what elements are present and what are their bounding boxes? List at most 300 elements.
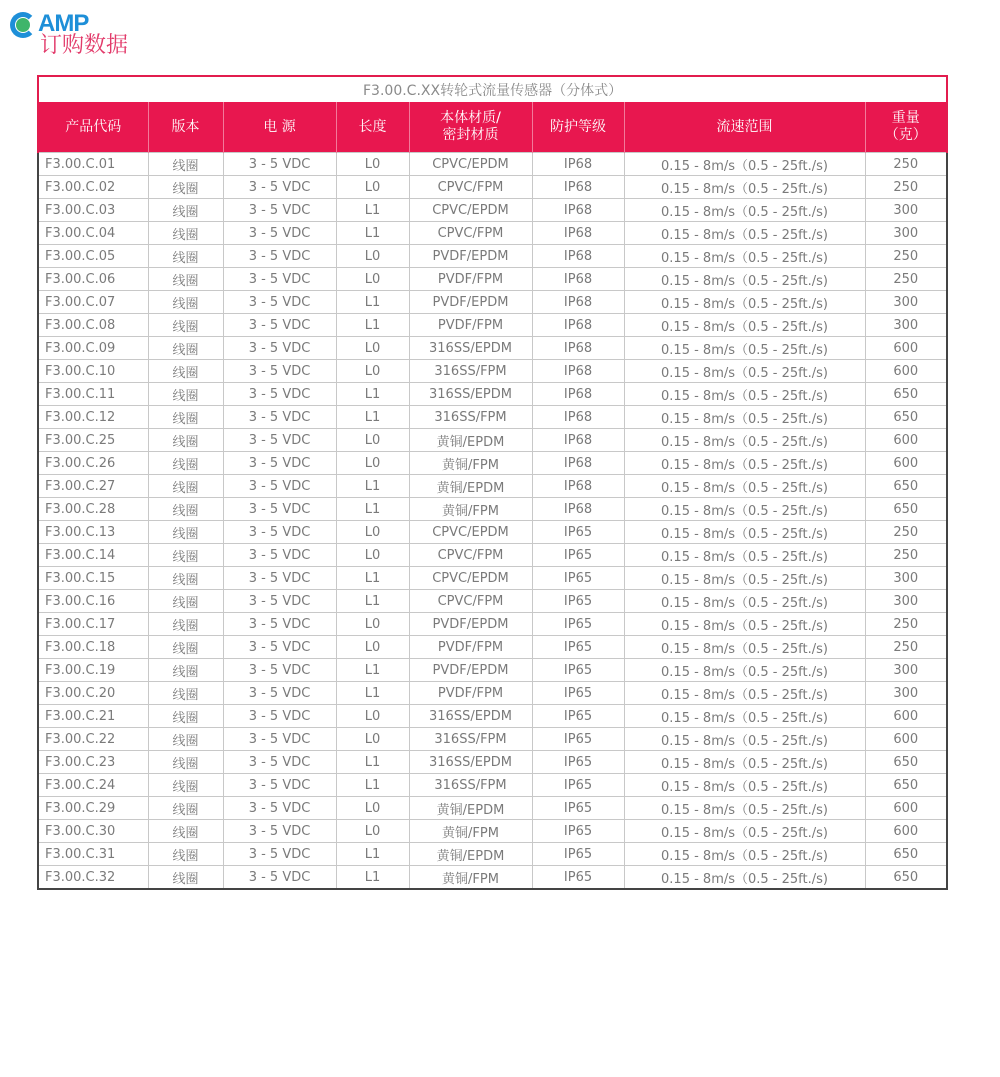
header-material [409,102,532,153]
cell-flow-range: 0.15 - 8m/s（0.5 - 25ft./s) [624,613,865,636]
cell-product-code: F3.00.C.09 [38,337,148,360]
cell-material: CPVC/FPM [409,176,532,199]
cell-length: L1 [336,199,409,222]
cell-material: CPVC/EPDM [409,153,532,176]
cell-protection: IP68 [532,176,624,199]
cell-material: PVDF/FPM [409,314,532,337]
cell-power: 3 - 5 VDC [223,199,336,222]
table-row [38,337,947,360]
cell-product-code: F3.00.C.24 [38,774,148,797]
cell-version: 线圈 [148,797,223,820]
cell-power: 3 - 5 VDC [223,429,336,452]
cell-product-code: F3.00.C.27 [38,475,148,498]
cell-version: 线圈 [148,751,223,774]
cell-power: 3 - 5 VDC [223,291,336,314]
cell-length: L0 [336,245,409,268]
table-row [38,429,947,452]
table-row [38,659,947,682]
cell-product-code: F3.00.C.22 [38,728,148,751]
cell-power: 3 - 5 VDC [223,774,336,797]
cell-weight: 650 [865,498,947,521]
cell-version: 线圈 [148,659,223,682]
cell-material: CPVC/FPM [409,590,532,613]
cell-flow-range: 0.15 - 8m/s（0.5 - 25ft./s) [624,521,865,544]
cell-power: 3 - 5 VDC [223,544,336,567]
cell-flow-range: 0.15 - 8m/s（0.5 - 25ft./s) [624,636,865,659]
cell-material: 黄铜/FPM [409,498,532,521]
cell-power: 3 - 5 VDC [223,636,336,659]
cell-protection: IP68 [532,360,624,383]
cell-length: L1 [336,866,409,890]
cell-power: 3 - 5 VDC [223,705,336,728]
cell-length: L1 [336,406,409,429]
cell-protection: IP65 [532,521,624,544]
cell-version: 线圈 [148,360,223,383]
table-row [38,820,947,843]
cell-length: L1 [336,222,409,245]
cell-power: 3 - 5 VDC [223,383,336,406]
cell-protection: IP65 [532,797,624,820]
cell-protection: IP68 [532,245,624,268]
header-flow-range: 流速范围 [624,102,865,153]
cell-version: 线圈 [148,314,223,337]
cell-version: 线圈 [148,406,223,429]
cell-weight: 300 [865,659,947,682]
cell-power: 3 - 5 VDC [223,452,336,475]
cell-length: L0 [336,176,409,199]
table-row [38,682,947,705]
cell-flow-range: 0.15 - 8m/s（0.5 - 25ft./s) [624,820,865,843]
cell-power: 3 - 5 VDC [223,820,336,843]
cell-product-code: F3.00.C.06 [38,268,148,291]
cell-power: 3 - 5 VDC [223,521,336,544]
cell-version: 线圈 [148,176,223,199]
cell-weight: 300 [865,199,947,222]
cell-product-code: F3.00.C.29 [38,797,148,820]
cell-flow-range: 0.15 - 8m/s（0.5 - 25ft./s) [624,498,865,521]
cell-power: 3 - 5 VDC [223,498,336,521]
cell-material: PVDF/EPDM [409,291,532,314]
cell-weight: 250 [865,176,947,199]
cell-product-code: F3.00.C.23 [38,751,148,774]
table-row [38,199,947,222]
cell-material: 316SS/FPM [409,728,532,751]
cell-length: L0 [336,337,409,360]
cell-protection: IP65 [532,866,624,890]
cell-power: 3 - 5 VDC [223,751,336,774]
cell-product-code: F3.00.C.28 [38,498,148,521]
cell-material: 316SS/EPDM [409,705,532,728]
cell-power: 3 - 5 VDC [223,153,336,176]
cell-protection: IP65 [532,567,624,590]
cell-product-code: F3.00.C.05 [38,245,148,268]
cell-version: 线圈 [148,820,223,843]
cell-protection: IP65 [532,544,624,567]
cell-version: 线圈 [148,222,223,245]
cell-flow-range: 0.15 - 8m/s（0.5 - 25ft./s) [624,682,865,705]
cell-length: L0 [336,797,409,820]
cell-flow-range: 0.15 - 8m/s（0.5 - 25ft./s) [624,797,865,820]
cell-length: L1 [336,751,409,774]
cell-power: 3 - 5 VDC [223,406,336,429]
cell-flow-range: 0.15 - 8m/s（0.5 - 25ft./s) [624,429,865,452]
cell-product-code: F3.00.C.11 [38,383,148,406]
cell-protection: IP68 [532,199,624,222]
header-weight-line2: （克） [884,127,927,143]
cell-power: 3 - 5 VDC [223,659,336,682]
cell-version: 线圈 [148,774,223,797]
table-row [38,314,947,337]
cell-material: 黄铜/EPDM [409,843,532,866]
table-row [38,797,947,820]
cell-material: 黄铜/EPDM [409,797,532,820]
cell-protection: IP65 [532,705,624,728]
table-row [38,153,947,176]
cell-product-code: F3.00.C.19 [38,659,148,682]
cell-length: L0 [336,360,409,383]
cell-material: CPVC/FPM [409,222,532,245]
cell-protection: IP68 [532,429,624,452]
cell-material: PVDF/EPDM [409,613,532,636]
cell-flow-range: 0.15 - 8m/s（0.5 - 25ft./s) [624,567,865,590]
cell-protection: IP65 [532,682,624,705]
cell-weight: 650 [865,406,947,429]
cell-material: PVDF/FPM [409,268,532,291]
cell-protection: IP68 [532,268,624,291]
cell-power: 3 - 5 VDC [223,843,336,866]
cell-protection: IP65 [532,843,624,866]
cell-material: 黄铜/FPM [409,820,532,843]
cell-power: 3 - 5 VDC [223,567,336,590]
cell-material: 316SS/EPDM [409,337,532,360]
cell-material: 黄铜/EPDM [409,429,532,452]
cell-weight: 300 [865,222,947,245]
logo [6,6,156,56]
cell-length: L1 [336,498,409,521]
cell-weight: 250 [865,245,947,268]
cell-protection: IP65 [532,751,624,774]
cell-length: L1 [336,314,409,337]
cell-material: PVDF/FPM [409,636,532,659]
header-material-line1: 本体材质/ [440,110,501,126]
header-weight [865,102,947,153]
cell-protection: IP65 [532,613,624,636]
cell-length: L1 [336,383,409,406]
cell-version: 线圈 [148,590,223,613]
table-row [38,291,947,314]
cell-protection: IP65 [532,774,624,797]
cell-flow-range: 0.15 - 8m/s（0.5 - 25ft./s) [624,360,865,383]
cell-version: 线圈 [148,521,223,544]
cell-flow-range: 0.15 - 8m/s（0.5 - 25ft./s) [624,176,865,199]
cell-material: 316SS/EPDM [409,383,532,406]
cell-version: 线圈 [148,383,223,406]
cell-version: 线圈 [148,199,223,222]
cell-weight: 300 [865,567,947,590]
cell-weight: 300 [865,590,947,613]
cell-power: 3 - 5 VDC [223,682,336,705]
cell-product-code: F3.00.C.30 [38,820,148,843]
cell-version: 线圈 [148,705,223,728]
cell-length: L0 [336,613,409,636]
cell-protection: IP65 [532,636,624,659]
cell-length: L0 [336,521,409,544]
cell-protection: IP68 [532,291,624,314]
table-row [38,268,947,291]
cell-material: 316SS/FPM [409,774,532,797]
cell-version: 线圈 [148,567,223,590]
table-body [38,153,947,890]
cell-length: L0 [336,705,409,728]
cell-length: L0 [336,153,409,176]
table-row [38,452,947,475]
cell-material: CPVC/FPM [409,544,532,567]
table-row [38,590,947,613]
cell-version: 线圈 [148,682,223,705]
cell-version: 线圈 [148,843,223,866]
cell-weight: 300 [865,682,947,705]
cell-version: 线圈 [148,475,223,498]
cell-protection: IP68 [532,452,624,475]
cell-weight: 250 [865,268,947,291]
cell-length: L0 [336,820,409,843]
cell-flow-range: 0.15 - 8m/s（0.5 - 25ft./s) [624,774,865,797]
cell-power: 3 - 5 VDC [223,337,336,360]
cell-weight: 600 [865,429,947,452]
cell-length: L1 [336,567,409,590]
cell-power: 3 - 5 VDC [223,613,336,636]
cell-length: L0 [336,452,409,475]
cell-weight: 250 [865,153,947,176]
table-row [38,774,947,797]
cell-flow-range: 0.15 - 8m/s（0.5 - 25ft./s) [624,728,865,751]
cell-product-code: F3.00.C.13 [38,521,148,544]
cell-version: 线圈 [148,245,223,268]
cell-product-code: F3.00.C.01 [38,153,148,176]
cell-weight: 600 [865,820,947,843]
cell-weight: 650 [865,774,947,797]
cell-material: 316SS/EPDM [409,751,532,774]
cell-protection: IP68 [532,222,624,245]
cell-version: 线圈 [148,337,223,360]
cell-product-code: F3.00.C.08 [38,314,148,337]
cell-power: 3 - 5 VDC [223,314,336,337]
logo-subtitle: 订购数据 [40,33,129,58]
cell-length: L0 [336,728,409,751]
table-row [38,498,947,521]
table-row [38,176,947,199]
cell-protection: IP68 [532,498,624,521]
cell-flow-range: 0.15 - 8m/s（0.5 - 25ft./s) [624,153,865,176]
cell-weight: 600 [865,452,947,475]
cell-protection: IP68 [532,406,624,429]
cell-product-code: F3.00.C.21 [38,705,148,728]
cell-version: 线圈 [148,452,223,475]
table-row [38,705,947,728]
cell-length: L1 [336,843,409,866]
cell-product-code: F3.00.C.18 [38,636,148,659]
cell-version: 线圈 [148,498,223,521]
cell-weight: 250 [865,636,947,659]
cell-product-code: F3.00.C.17 [38,613,148,636]
cell-flow-range: 0.15 - 8m/s（0.5 - 25ft./s) [624,245,865,268]
cell-power: 3 - 5 VDC [223,245,336,268]
table-row [38,475,947,498]
table-title: F3.00.C.XX转轮式流量传感器（分体式） [38,76,947,102]
table-row [38,728,947,751]
cell-protection: IP65 [532,659,624,682]
cell-product-code: F3.00.C.04 [38,222,148,245]
cell-power: 3 - 5 VDC [223,590,336,613]
header-product-code: 产品代码 [38,102,148,153]
table-row [38,245,947,268]
cell-power: 3 - 5 VDC [223,222,336,245]
cell-weight: 600 [865,360,947,383]
cell-material: CPVC/EPDM [409,199,532,222]
cell-flow-range: 0.15 - 8m/s（0.5 - 25ft./s) [624,705,865,728]
table-row [38,843,947,866]
header-material-line2: 密封材质 [442,127,499,143]
cell-product-code: F3.00.C.20 [38,682,148,705]
cell-power: 3 - 5 VDC [223,797,336,820]
cell-protection: IP65 [532,728,624,751]
table-row [38,521,947,544]
cell-length: L1 [336,774,409,797]
cell-weight: 650 [865,843,947,866]
cell-product-code: F3.00.C.16 [38,590,148,613]
cell-length: L1 [336,659,409,682]
cell-protection: IP68 [532,475,624,498]
cell-material: PVDF/EPDM [409,659,532,682]
cell-material: PVDF/FPM [409,682,532,705]
cell-product-code: F3.00.C.25 [38,429,148,452]
table-row [38,360,947,383]
cell-protection: IP68 [532,383,624,406]
cell-flow-range: 0.15 - 8m/s（0.5 - 25ft./s) [624,751,865,774]
cell-length: L1 [336,590,409,613]
cell-length: L0 [336,268,409,291]
cell-product-code: F3.00.C.31 [38,843,148,866]
cell-protection: IP68 [532,314,624,337]
cell-flow-range: 0.15 - 8m/s（0.5 - 25ft./s) [624,337,865,360]
cell-version: 线圈 [148,268,223,291]
cell-length: L1 [336,291,409,314]
cell-material: 316SS/FPM [409,406,532,429]
table-row [38,613,947,636]
cell-material: 黄铜/FPM [409,866,532,890]
cell-material: CPVC/EPDM [409,567,532,590]
cell-weight: 600 [865,797,947,820]
cell-flow-range: 0.15 - 8m/s（0.5 - 25ft./s) [624,291,865,314]
cell-material: 黄铜/EPDM [409,475,532,498]
cell-protection: IP68 [532,337,624,360]
cell-power: 3 - 5 VDC [223,728,336,751]
cell-flow-range: 0.15 - 8m/s（0.5 - 25ft./s) [624,268,865,291]
table-row [38,406,947,429]
cell-length: L0 [336,429,409,452]
cell-power: 3 - 5 VDC [223,176,336,199]
cell-protection: IP65 [532,820,624,843]
cell-weight: 650 [865,751,947,774]
header-protection: 防护等级 [532,102,624,153]
cell-flow-range: 0.15 - 8m/s（0.5 - 25ft./s) [624,659,865,682]
cell-product-code: F3.00.C.14 [38,544,148,567]
cell-weight: 600 [865,728,947,751]
logo-brand: AMP [38,10,89,37]
cell-version: 线圈 [148,866,223,890]
cell-version: 线圈 [148,153,223,176]
cell-flow-range: 0.15 - 8m/s（0.5 - 25ft./s) [624,475,865,498]
cell-material: PVDF/EPDM [409,245,532,268]
cell-protection: IP68 [532,153,624,176]
cell-version: 线圈 [148,544,223,567]
cell-material: CPVC/EPDM [409,521,532,544]
cell-flow-range: 0.15 - 8m/s（0.5 - 25ft./s) [624,383,865,406]
cell-material: 316SS/FPM [409,360,532,383]
cell-weight: 300 [865,291,947,314]
cell-weight: 250 [865,544,947,567]
cell-product-code: F3.00.C.10 [38,360,148,383]
cell-product-code: F3.00.C.32 [38,866,148,890]
cell-weight: 250 [865,521,947,544]
cell-flow-range: 0.15 - 8m/s（0.5 - 25ft./s) [624,314,865,337]
cell-weight: 300 [865,314,947,337]
header-version: 版本 [148,102,223,153]
cell-weight: 650 [865,866,947,890]
cell-length: L1 [336,682,409,705]
cell-power: 3 - 5 VDC [223,268,336,291]
cell-flow-range: 0.15 - 8m/s（0.5 - 25ft./s) [624,406,865,429]
cell-version: 线圈 [148,429,223,452]
cell-flow-range: 0.15 - 8m/s（0.5 - 25ft./s) [624,222,865,245]
cell-flow-range: 0.15 - 8m/s（0.5 - 25ft./s) [624,590,865,613]
cell-weight: 650 [865,475,947,498]
cell-power: 3 - 5 VDC [223,360,336,383]
cell-weight: 650 [865,383,947,406]
cell-product-code: F3.00.C.15 [38,567,148,590]
cell-protection: IP65 [532,590,624,613]
cell-weight: 250 [865,613,947,636]
globe-icon [16,18,30,32]
table-header-row [38,102,947,153]
order-data-table [37,75,948,890]
cell-length: L0 [336,636,409,659]
table-row [38,751,947,774]
header-length: 长度 [336,102,409,153]
table-row [38,636,947,659]
cell-length: L1 [336,475,409,498]
cell-product-code: F3.00.C.03 [38,199,148,222]
cell-power: 3 - 5 VDC [223,866,336,890]
cell-flow-range: 0.15 - 8m/s（0.5 - 25ft./s) [624,452,865,475]
cell-weight: 600 [865,337,947,360]
cell-version: 线圈 [148,728,223,751]
table-row [38,567,947,590]
cell-flow-range: 0.15 - 8m/s（0.5 - 25ft./s) [624,866,865,890]
header-power: 电 源 [223,102,336,153]
header-weight-line1: 重量 [891,110,920,126]
table-row [38,866,947,890]
cell-flow-range: 0.15 - 8m/s（0.5 - 25ft./s) [624,843,865,866]
cell-material: 黄铜/FPM [409,452,532,475]
order-data-table-container [37,75,946,890]
cell-flow-range: 0.15 - 8m/s（0.5 - 25ft./s) [624,199,865,222]
cell-product-code: F3.00.C.02 [38,176,148,199]
cell-product-code: F3.00.C.26 [38,452,148,475]
cell-version: 线圈 [148,613,223,636]
cell-product-code: F3.00.C.07 [38,291,148,314]
cell-length: L0 [336,544,409,567]
